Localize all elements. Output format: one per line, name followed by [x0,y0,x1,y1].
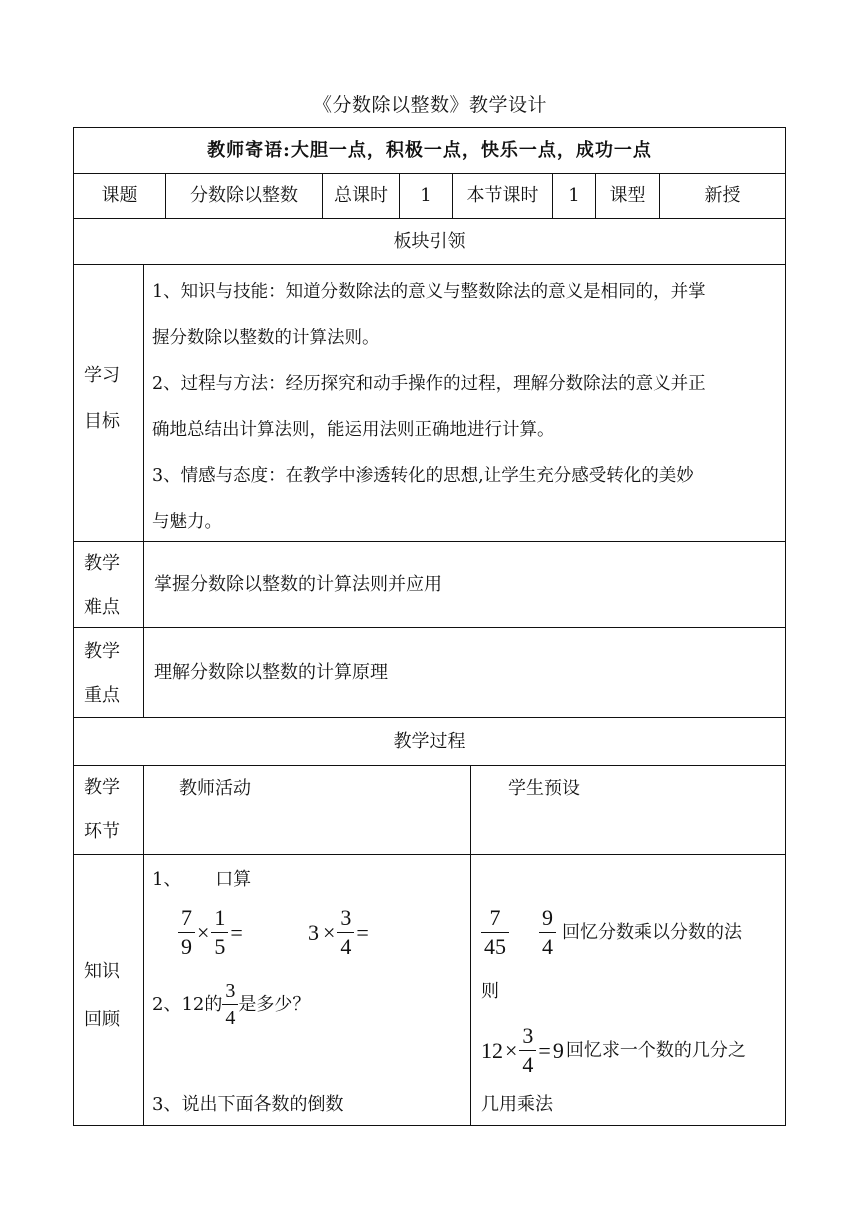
question-3: 3、说出下面各数的倒数 [152,1094,344,1115]
objective-2-line2: 确地总结出计算法则，能运用法则正确地进行计算。 [152,420,555,440]
keypoint-label-line1: 教学 [84,641,120,662]
fraction-7-9: $\frac{7}{9}$ [178,907,195,958]
integer-3: 3 [308,919,319,945]
question-1-text: 口算 [215,869,252,890]
objectives-label-line1: 学习 [84,365,120,386]
difficulty-label-cell [73,541,144,628]
equals-sign: = [230,919,243,945]
type-value: 新授 [659,173,786,219]
objective-3-line1: 3、情感与态度：在教学中渗透转化的思想,让学生充分感受转化的美妙 [152,466,694,486]
objectives-label-cell [73,264,144,542]
review-label-cell [73,854,144,1126]
answers-row-1 [481,907,742,958]
review-teacher-cell [143,854,471,1126]
equals-sign: = [538,1037,551,1063]
review-label-line2: 回顾 [84,1009,120,1030]
fraction-3-4-q2: $\frac{3}{4}$ [222,981,238,1028]
process-col1-line1: 教学 [84,777,120,798]
teacher-activity-header: 教师活动 [179,778,251,799]
objective-3-line2: 与魅力。 [152,512,222,532]
fraction-3-4: $\frac{3}{4}$ [337,907,354,958]
objective-1-line1: 1、知识与技能：知道分数除法的意义与整数除法的意义是相同的，并掌 [152,282,706,302]
topic-value: 分数除以整数 [165,173,323,219]
times-sign: × [197,919,210,945]
times-sign: × [505,1037,518,1063]
fraction-7-45: $\frac{7}{45}$ [481,907,509,958]
question-1 [152,871,251,889]
process-header: 教学过程 [73,717,786,766]
keypoint-label-cell [73,627,144,718]
answers-row-2 [481,1025,746,1076]
answer-note-2-line2: 几用乘法 [481,1094,553,1115]
keypoint-label-line2: 重点 [84,685,120,706]
question-2 [152,981,310,1028]
process-col3-cell [470,765,786,855]
document-title: 《分数除以整数》教学设计 [312,94,547,116]
review-label-line1: 知识 [84,961,120,982]
process-col1-cell [73,765,144,855]
answer-note-2-line1: 回忆求一个数的几分之 [565,1039,746,1061]
total-hours-value: 1 [399,173,453,219]
section-hours-value: 1 [552,173,596,219]
answer-note-1-line2: 则 [481,981,499,1002]
section-hours-label: 本节课时 [452,173,553,219]
teacher-note: 教师寄语:大胆一点，积极一点，快乐一点，成功一点 [73,127,786,174]
total-hours-label: 总课时 [322,173,400,219]
type-label: 课型 [595,173,660,219]
keypoint-text: 理解分数除以整数的计算原理 [143,627,786,718]
objective-2-line1: 2、过程与方法：经历探究和动手操作的过程，理解分数除法的意义并正 [152,374,706,394]
question-1-number: 1、 [152,869,182,890]
review-student-cell [470,854,786,1126]
topic-label: 课题 [73,173,166,219]
question-2-prefix: 2、12的 [152,993,223,1015]
objective-1-line2: 握分数除以整数的计算法则。 [152,328,380,348]
objectives-list [152,269,779,545]
equals-sign: = [356,919,369,945]
fraction-3-4-ans: $\frac{3}{4}$ [519,1025,536,1076]
expression-2 [306,907,371,958]
result-9: 9 [552,1037,564,1063]
expression-1 [178,907,245,958]
objectives-content-cell [143,264,786,542]
question-2-suffix: 是多少？ [238,993,311,1015]
difficulty-label-line1: 教学 [84,553,120,574]
process-col1-line2: 环节 [84,821,120,842]
fraction-1-5: $\frac{1}{5}$ [211,907,228,958]
difficulty-label-line2: 难点 [84,597,120,618]
integer-12: 12 [481,1037,503,1063]
objectives-label-line2: 目标 [84,411,120,432]
difficulty-text: 掌握分数除以整数的计算法则并应用 [143,541,786,628]
guide-header: 板块引领 [73,218,786,265]
times-sign: × [323,919,336,945]
fraction-9-4: $\frac{9}{4}$ [539,907,556,958]
process-col2-cell [143,765,471,855]
answer-note-1-line1: 回忆分数乘以分数的法 [562,921,742,943]
student-preset-header: 学生预设 [508,778,580,799]
